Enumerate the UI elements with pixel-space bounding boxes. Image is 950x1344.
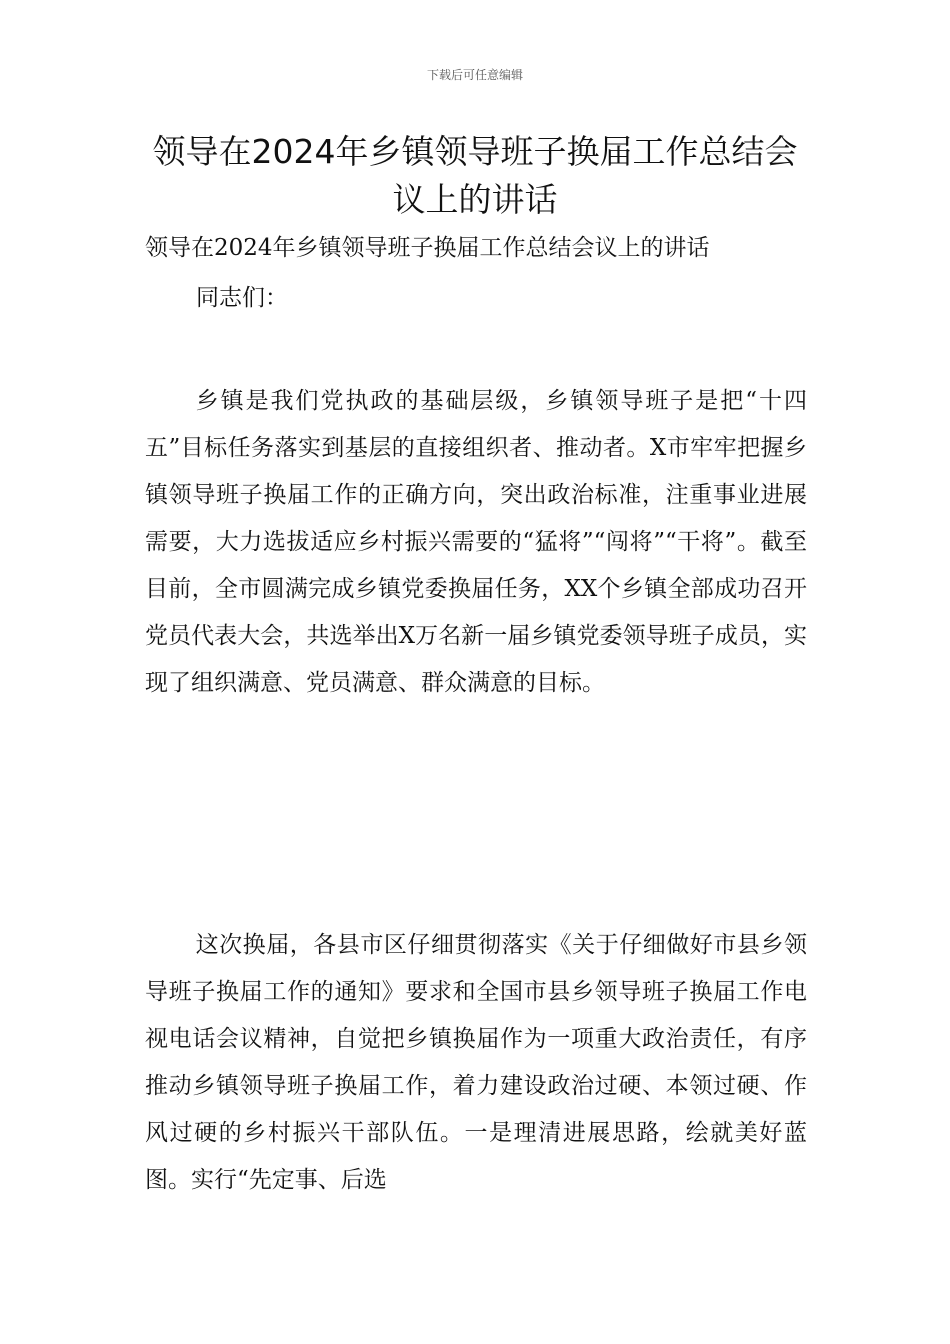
greeting: 同志们： <box>196 285 288 311</box>
document-subtitle: 领导在2024年乡镇领导班子换届工作总结会议上的讲话 <box>145 235 710 261</box>
paragraph-1: 乡镇是我们党执政的基础层级，乡镇领导班子是把“十四五”目标任务落实到基层的直接组织者、推动者。X市牢牢把握乡镇领导班子换届工作的正确方向，突出政治标准，注重事业进展需要，大力选拔适应乡村振兴需要的“猛将”“闯将”“干将”。截至目前，全市圆满完成乡镇党委换届任务，XX个乡镇全部成功召开党员代表大会，共选举出X万名新一届乡镇党委领导班子成员，实现了组织满意、党员满意、群众满意的目标。 <box>145 388 807 696</box>
paragraph-2: 这次换届，各县市区仔细贯彻落实《关于仔细做好市县乡领导班子换届工作的通知》要求和全国市县乡领导班子换届工作电视电话会议精神，自觉把乡镇换届作为一项重大政治责任，有序推动乡镇领导班子换届工作，着力建设政治过硬、本领过硬、作风过硬的乡村振兴干部队伍。一是理清进展思路，绘就美好蓝图。实行“先定事、后选 <box>145 932 807 1193</box>
header-note: 下载后可任意编辑 <box>426 68 523 82</box>
document-title: 领导在2024年乡镇领导班子换届工作总结会议上的讲话 <box>152 132 798 219</box>
